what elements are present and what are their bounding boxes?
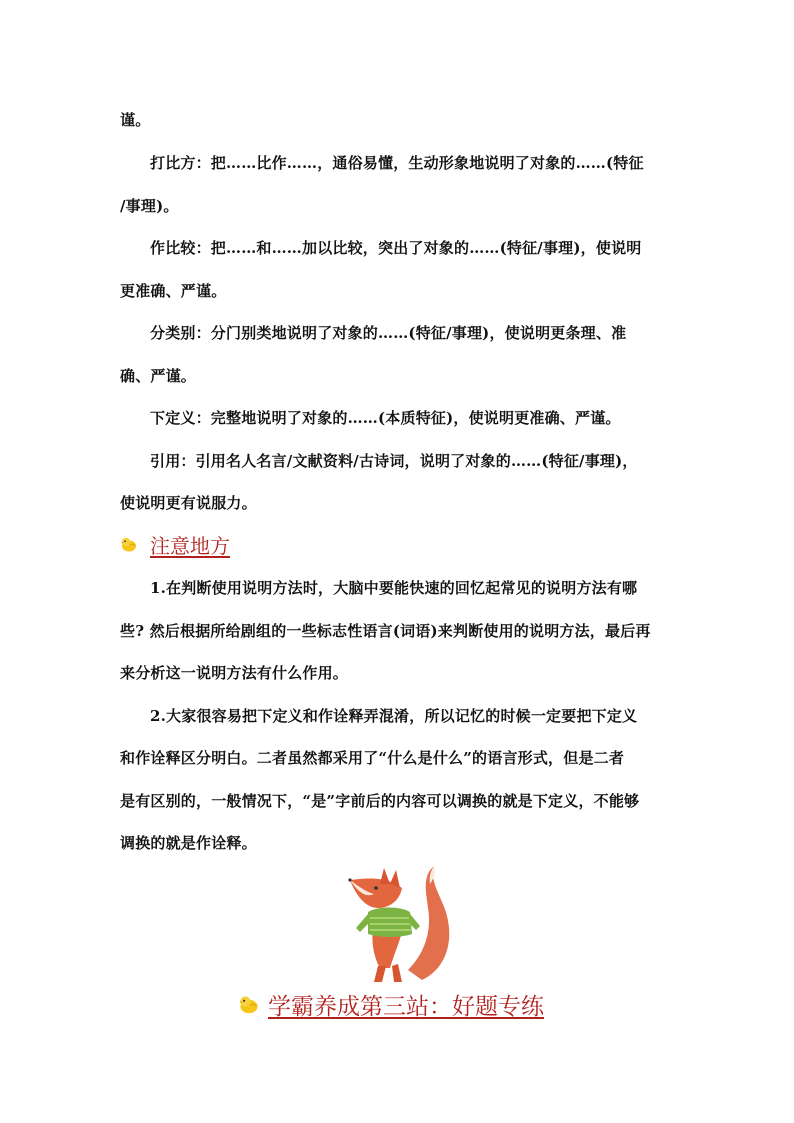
text-line-8: 下定义：完整地说明了对象的……(本质特征)，使说明更准确、严谨。	[150, 409, 621, 427]
note-line-6: 是有区别的，一般情况下，“是”字前后的内容可以调换的就是下定义，不能够	[120, 792, 640, 810]
text-line-5: 更准确、严谨。	[120, 282, 227, 300]
station-heading-text: 学霸养成第三站：好题专练	[268, 992, 544, 1019]
fox-illustration	[330, 862, 464, 984]
note-line-4: 2.大家很容易把下定义和作诠释弄混淆，所以记忆的时候一定要把下定义	[150, 707, 638, 725]
text-line-2: 打比方：把……比作……，通俗易懂，生动形象地说明了对象的……(特征	[150, 154, 644, 172]
notes-heading-text: 注意地方	[150, 535, 230, 558]
chick-icon	[238, 994, 260, 1014]
station-heading	[238, 988, 544, 1020]
note-line-5: 和作诠释区分明白。二者虽然都采用了“什么是什么”的语言形式，但是二者	[120, 749, 625, 767]
text-line-6: 分类别：分门别类地说明了对象的……(特征/事理)，使说明更条理、准	[150, 324, 627, 342]
text-line-10: 使说明更有说服力。	[120, 494, 257, 512]
text-line-1: 谨。	[120, 111, 151, 129]
note-line-7: 调换的就是作诠释。	[120, 834, 257, 852]
note-line-3: 来分析这一说明方法有什么作用。	[120, 664, 349, 682]
text-line-7: 确、严谨。	[120, 367, 197, 385]
note-line-1: 1.在判断使用说明方法时，大脑中要能快速的回忆起常见的说明方法有哪	[150, 579, 638, 597]
text-line-4: 作比较：把……和……加以比较，突出了对象的……(特征/事理)，使说明	[150, 239, 642, 257]
text-line-3: /事理)。	[120, 197, 179, 215]
text-line-9: 引用：引用名人名言/文献资料/古诗词，说明了对象的……(特征/事理)，	[150, 452, 638, 470]
note-line-2: 些? 然后根据所给剧组的一些标志性语言(词语)来判断使用的说明方法，最后再	[120, 622, 651, 640]
chick-icon	[120, 536, 138, 552]
notes-heading	[120, 530, 230, 558]
